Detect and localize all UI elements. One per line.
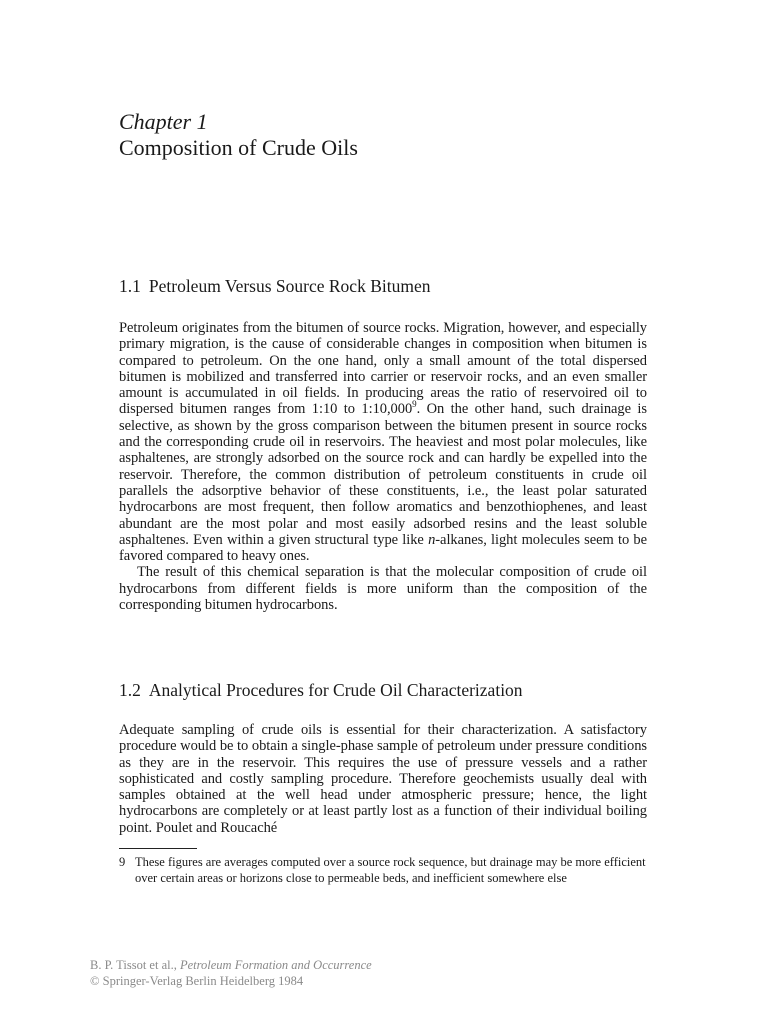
chapter-title: Composition of Crude Oils [119,135,358,160]
section-title: Petroleum Versus Source Rock Bitumen [148,276,431,296]
paragraph-text: -alkanes, light molecules seem to be favored compared to heavy ones. [119,531,648,565]
chapter-label: Chapter 1 [119,109,208,134]
italic-term: n [428,531,436,548]
footnote [119,854,647,886]
section-heading-1-2 [119,679,523,701]
section-1-1-body [119,320,647,613]
section-number: 1.1 [119,276,141,296]
section-number: 1.2 [119,680,141,700]
paragraph: Adequate sampling of crude oils is essential for their characterization. A satisfactory procedure would be to obtain a single-phase sample of petroleum under pressure conditions as they are in the reservoir. This requires the use of pressure vessels and a rather sophisticated and costly sampling procedure. Therefore geochemists usually deal with samples obtained at the well head under atmospheric pressure; hence, the light hydrocarbons are completely or at least partly lost as a function of their individual boiling point. Poulet and Roucaché [119,722,647,836]
section-1-2-body [119,722,647,836]
paragraph [119,320,647,564]
paragraph: The result of this chemical separation is that the molecular composition of crude oil hydrocarbons from different fields is more uniform than the composition of the corresponding bitumen hydrocarbons. [119,564,647,614]
page-footer [90,957,372,989]
footer-copyright: © Springer-Verlag Berlin Heidelberg 1984 [90,974,304,988]
footnote-reference[interactable]: 9 [412,399,417,410]
section-heading-1-1 [119,275,430,297]
paragraph-text: Petroleum originates from the bitumen of source rocks. Migration, however, and especially primary migration, is the cause of considerable changes in composition when bitumen is compared to petroleum. On the one hand, only a small amount of the total dispersed bitumen is mobilized and transferred into carrier or reservoir rocks, and an even smaller amount is accumulated in oil fields. In producing areas the ratio of reservoired oil to dispersed bitumen ranges from 1:10 to 1:10,000 [119,320,647,418]
footnote-text: These figures are averages computed over a source rock sequence, but drainage may be more efficient over certain areas or horizons close to permeable beds, and inefficient somewhere else [135,855,646,885]
footnote-rule [119,848,197,849]
paragraph-text: . On the other hand, such drainage is selective, as shown by the gross comparison between the bitumen present in source rocks and the corresponding crude oil in reservoirs. The heaviest and most polar molecules, like asphaltenes, are strongly adsorbed on the source rock and can hardly be expelled into the reservoir. Therefore, the common distribution of petroleum constituents in crude oil parallels the adsorptive behavior of these constituents, i.e., the least polar saturated hydrocarbons are most frequent, then follow aromatics and benzothiophenes, and least abundant are the most polar and most easily adsorbed resins and the least soluble asphaltenes. Even within a given structural type like [119,401,647,548]
footer-authors: B. P. Tissot et al., [90,958,180,972]
footer-book-title: Petroleum Formation and Occurrence [179,958,372,972]
section-title: Analytical Procedures for Crude Oil Characterization [148,680,523,700]
footnote-number: 9 [119,855,126,869]
